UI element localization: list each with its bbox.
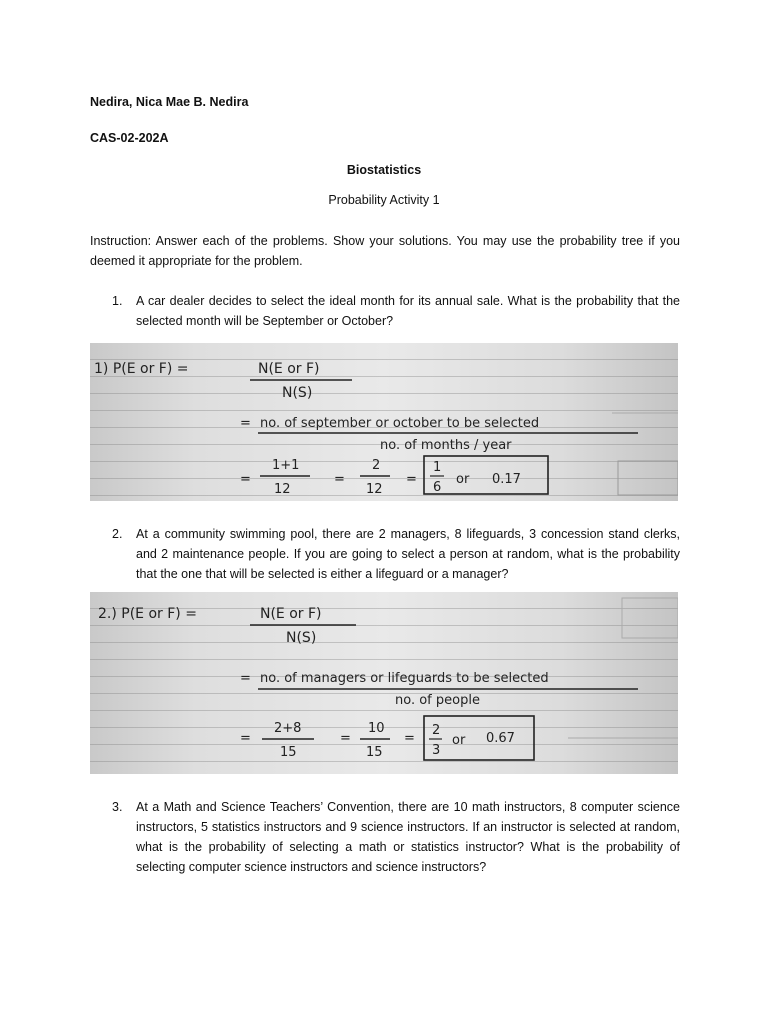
section-code: CAS-02-202A xyxy=(90,131,169,145)
result-denominator: 12 xyxy=(366,482,383,497)
formula-numerator: N(E or F) xyxy=(258,361,320,377)
svg-text:=: = xyxy=(334,472,345,487)
calc-denominator: 12 xyxy=(274,482,291,497)
svg-text:=: = xyxy=(240,472,251,487)
student-name: Nedira, Nica Mae B. Nedira xyxy=(90,95,249,109)
problem-number: 2. xyxy=(112,527,123,541)
handwritten-solution-1 xyxy=(90,343,678,501)
problem-number: 1. xyxy=(112,294,123,308)
calc-numerator: 2+8 xyxy=(274,721,302,736)
svg-text:=: = xyxy=(404,731,415,746)
answer-numerator: 2 xyxy=(432,723,441,738)
instruction-text: Instruction: Answer each of the problems. Show your solutions. You may use the probability tree if you deemed it appropriate for the problem. xyxy=(90,234,680,268)
handwritten-solution-2 xyxy=(90,592,678,774)
solution-photo-1 xyxy=(90,343,678,501)
svg-text:=: = xyxy=(240,416,251,431)
solution-photo-2 xyxy=(90,592,678,774)
words-numerator: no. of september or october to be selected xyxy=(260,416,540,431)
calc-numerator: 1+1 xyxy=(272,458,300,473)
svg-text:=: = xyxy=(240,671,251,686)
calc-denominator: 15 xyxy=(280,745,297,760)
svg-text:=: = xyxy=(340,731,351,746)
solution-label: 1) P(E or F) = xyxy=(94,361,189,377)
faint-mark xyxy=(618,461,678,495)
problem-2 xyxy=(112,524,680,584)
problem-number: 3. xyxy=(112,800,123,814)
problem-3 xyxy=(112,797,680,877)
svg-text:=: = xyxy=(240,731,251,746)
answer-decimal: 0.67 xyxy=(486,731,515,746)
words-denominator: no. of months / year xyxy=(380,438,512,453)
formula-numerator: N(E or F) xyxy=(260,606,322,622)
activity-title: Probability Activity 1 xyxy=(328,193,440,207)
problem-1 xyxy=(112,291,680,331)
result-numerator: 2 xyxy=(372,458,381,473)
answer-box xyxy=(424,456,548,494)
formula-denominator: N(S) xyxy=(282,385,313,401)
formula-denominator: N(S) xyxy=(286,630,317,646)
answer-or: or xyxy=(456,472,470,487)
answer-box xyxy=(424,716,534,760)
course-title: Biostatistics xyxy=(346,163,422,177)
answer-or: or xyxy=(452,733,466,748)
answer-numerator: 1 xyxy=(433,460,442,475)
problem-text: At a community swimming pool, there are 2 managers, 8 lifeguards, 3 concession stand clerks, and 2 maintenance people. If you are going to select a person at random, what is the probability that the one that will be selected is either a lifeguard or a manager? xyxy=(136,527,680,581)
answer-denominator: 6 xyxy=(433,480,442,495)
words-numerator: no. of managers or lifeguards to be selected xyxy=(260,671,549,686)
problem-text: At a Math and Science Teachers’ Convention, there are 10 math instructors, 8 computer science instructors, 5 statistics instructors and 9 science instructors. If an instructor is selected at random, what is the probability of selecting a math or statistics instructor? What is the probability of selecting computer science instructors and science instructors? xyxy=(136,800,680,874)
solution-label: 2.) P(E or F) = xyxy=(98,606,197,622)
svg-text:=: = xyxy=(406,472,417,487)
answer-denominator: 3 xyxy=(432,743,441,758)
answer-decimal: 0.17 xyxy=(492,472,521,487)
result-denominator: 15 xyxy=(366,745,383,760)
result-numerator: 10 xyxy=(368,721,385,736)
problem-text: A car dealer decides to select the ideal month for its annual sale. What is the probability that the selected month will be September or October? xyxy=(136,294,680,328)
words-denominator: no. of people xyxy=(395,693,480,708)
faint-mark xyxy=(622,598,678,638)
